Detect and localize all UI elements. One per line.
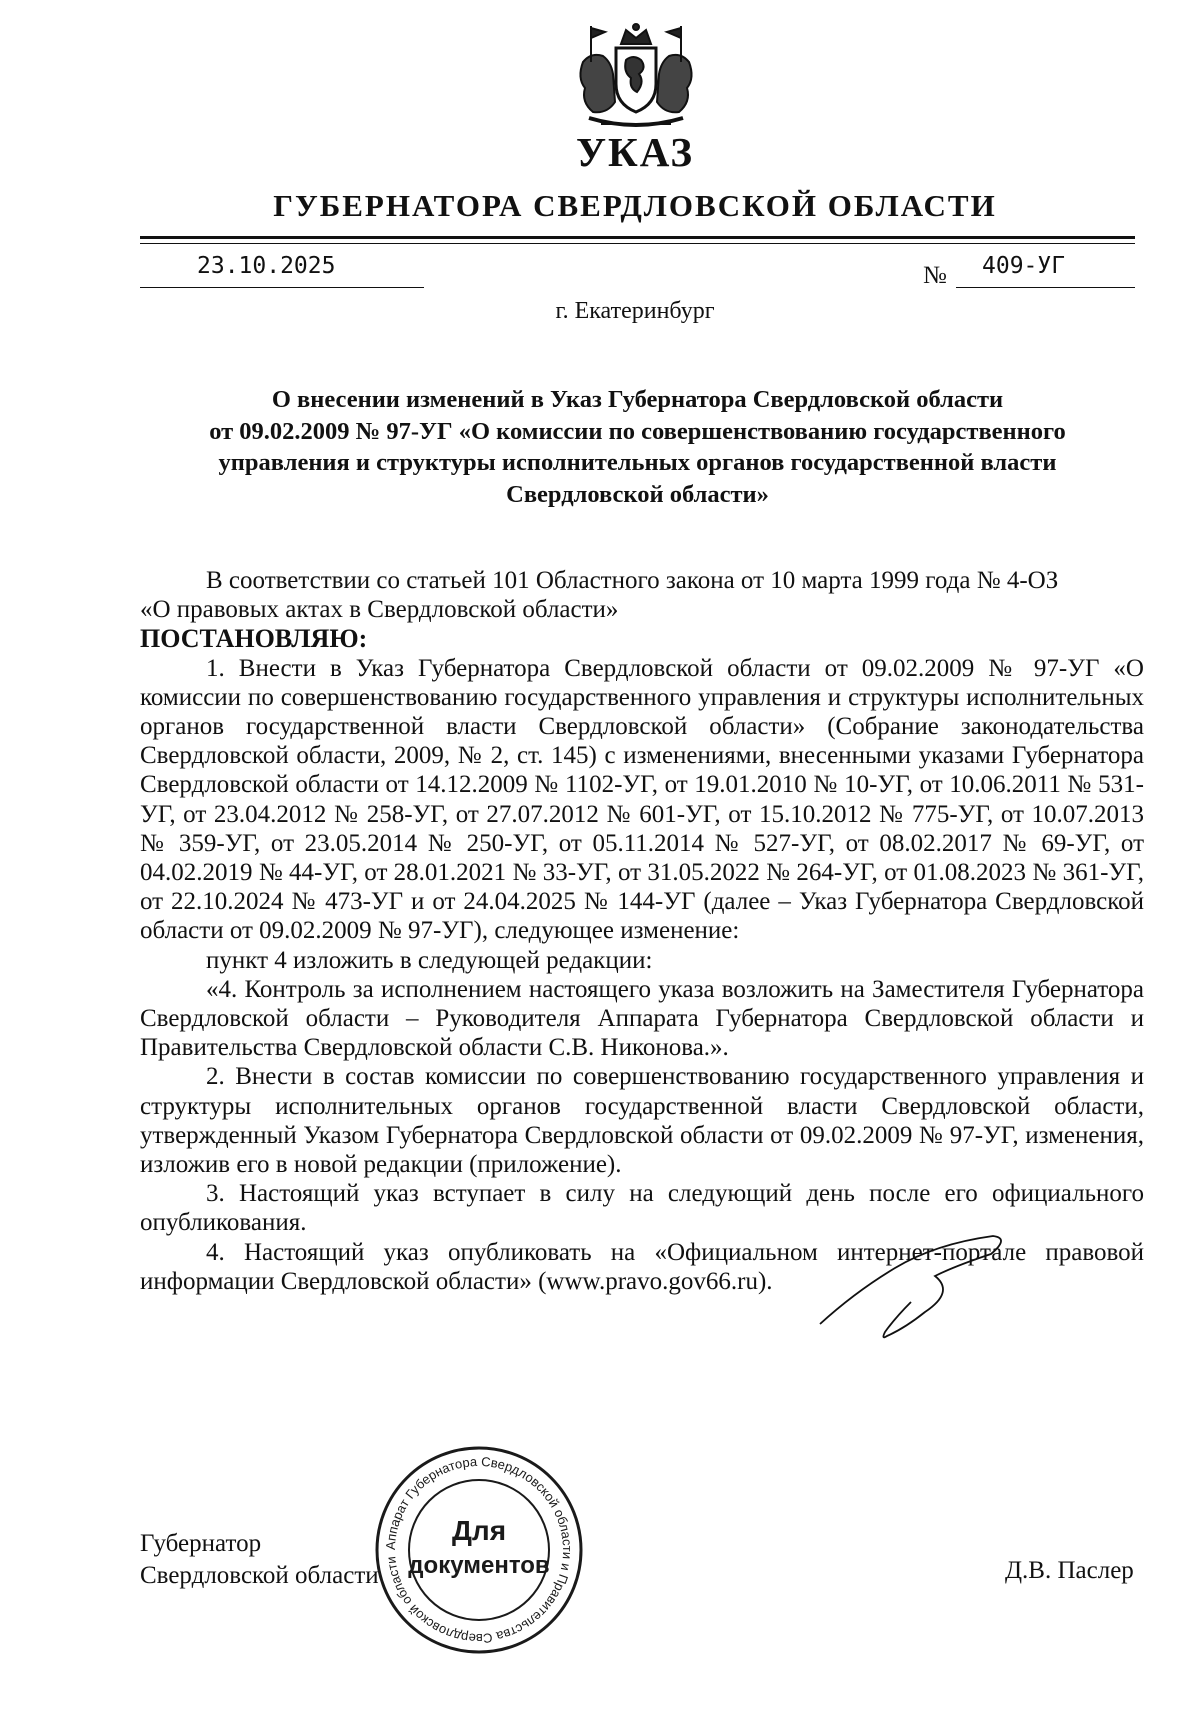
stamp-ring-text: Аппарат Губернатора Свердловской области и Правительства Свердловской области [382, 1453, 576, 1647]
decree-body [140, 566, 1144, 1296]
signatory-title-line: Губернатор [140, 1530, 262, 1557]
coat-of-arms-icon [571, 22, 701, 134]
heading-line: от 09.02.2009 № 97-УГ «О комиссии по совершенствованию государственного [209, 417, 1066, 445]
number-sign: № [923, 262, 947, 289]
handwritten-signature [815, 1232, 1015, 1342]
paragraph-3: 3. Настоящий указ вступает в силу на следующий день после его официального опубликования. [140, 1180, 1144, 1237]
city-name: г. Екатеринбург [555, 298, 715, 324]
paragraph-1: 1. Внести в Указ Губернатора Свердловской области от 09.02.2009 № 97-УГ «О комиссии по совершенствованию государственного управления и структуры исполнительных органов государственной власти Свердловской области» (Собрание законодательства Свердловской области, 2009, № 2, ст. 145) с изменениями, внесенными указами Губернатора Свердловской области от 14.12.2009 № 1102-УГ, от 19.01.2010 № 10-УГ, от 10.06.2011 № 531-УГ, от 23.04.2012 № 258-УГ, от 27.07.2012 № 601-УГ, от 15.10.2012 № 775-УГ, от 10.07.2013 № 359-УГ, от 23.05.2014 № 250-УГ, от 05.11.2014 № 527-УГ, от 08.02.2017 № 69-УГ, от 04.02.2019 № 44-УГ, от 28.01.2021 № 33-УГ, от 31.05.2022 № 264-УГ, от 01.08.2023 № 361-УГ, от 22.10.2024 № 473-УГ и от 24.04.2025 № 144-УГ (далее – Указ Губернатора Свердловской области от 09.02.2009 № 97-УГ), следующее изменение: [140, 654, 1144, 945]
document-title: УКАЗ [575, 129, 695, 175]
header-divider-thin [140, 243, 1135, 244]
date-underline [140, 287, 424, 288]
stamp-center-line: Для [451, 1515, 507, 1546]
official-stamp [372, 1443, 586, 1657]
signatory-name: Д.В. Паслер [1005, 1557, 1134, 1584]
stamp-center-line: документов [408, 1552, 550, 1579]
signatory-title-line: Свердловской области [140, 1562, 379, 1589]
document-subtitle: ГУБЕРНАТОРА СВЕРДЛОВСКОЙ ОБЛАСТИ [273, 188, 997, 223]
paragraph-4: 4. Настоящий указ опубликовать на «Официальном интернет-портале правовой информации Свердловской области» (www.pravo.gov66.ru). [140, 1238, 1144, 1295]
preamble-continuation: «О правовых актах в Свердловской области» [140, 596, 619, 624]
paragraph-1a: пункт 4 изложить в следующей редакции: [206, 946, 653, 974]
paragraph-1b: «4. Контроль за исполнением настоящего указа возложить на Заместителя Губернатора Свердловской области – Руководителя Аппарата Губернатора Свердловской области и Правительства Свердловской области С.В. Никонова.». [140, 975, 1144, 1062]
heading-line: Свердловской области» [506, 480, 769, 508]
number-underline [956, 287, 1135, 288]
decree-date: 23.10.2025 [197, 253, 336, 279]
paragraph-2: 2. Внести в состав комиссии по совершенствованию государственного управления и структуры исполнительных органов государственной власти Свердловской области, утвержденный Указом Губернатора Свердловской области от 09.02.2009 № 97-УГ, изменения, изложив его в новой редакции (приложение). [140, 1063, 1144, 1179]
decree-heading [150, 384, 1125, 510]
signatory-title [140, 1528, 379, 1592]
decree-number: 409-УГ [982, 253, 1066, 279]
header-divider [140, 236, 1135, 239]
preamble: В соответствии со статьей 101 Областного закона от 10 марта 1999 года № 4-ОЗ [206, 567, 1059, 594]
heading-line: О внесении изменений в Указ Губернатора Свердловской области [271, 386, 1004, 413]
decree-word: ПОСТАНОВЛЯЮ: [140, 624, 368, 654]
heading-line: управления и структуры исполнительных органов государственной власти [218, 449, 1057, 476]
